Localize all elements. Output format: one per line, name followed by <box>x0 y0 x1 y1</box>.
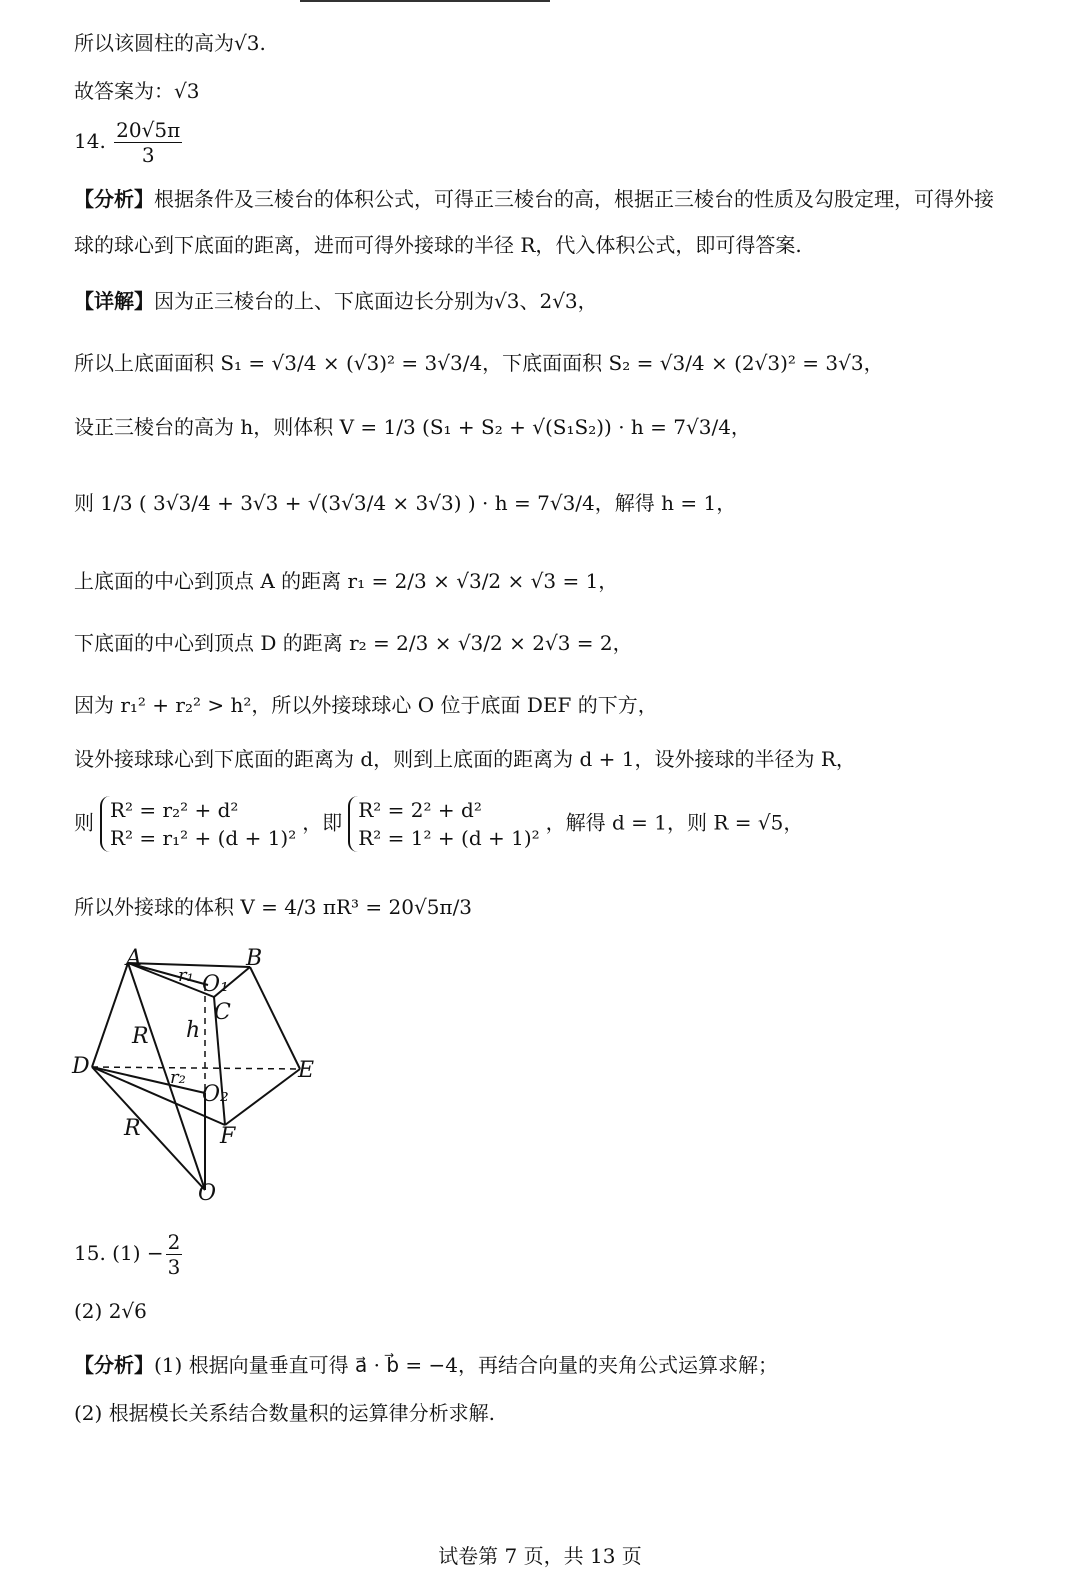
question-15-part-2: (2) 2√6 <box>74 1299 147 1323</box>
question-number: 15. <box>74 1241 106 1265</box>
line-cylinder-height: 所以该圆柱的高为√3. <box>74 31 266 55</box>
sphere-volume-line: 所以外接球的体积 V = 4/3 πR³ = 20√5π/3 <box>74 895 473 919</box>
analysis-14-line-1 <box>74 186 994 212</box>
part-1-prefix: (1) − <box>112 1241 164 1265</box>
fraction-denominator: 3 <box>167 1255 181 1279</box>
equation-system-1 <box>100 796 296 852</box>
label-f: F <box>220 1124 236 1149</box>
label-o1: O₁ <box>202 972 229 997</box>
label-r1: r₁ <box>178 965 194 986</box>
top-rule <box>300 0 550 2</box>
segment-d-o2 <box>92 1067 205 1093</box>
analysis-15-line-2: (2) 根据模长关系结合数量积的运算律分析求解. <box>74 1401 496 1425</box>
system-1-eq-a: R² = r₂² + d² <box>110 798 239 822</box>
analysis-tag: 【分析】 <box>74 187 154 211</box>
r2-line: 下底面的中心到顶点 D 的距离 r₂ = 2/3 × √3/2 × 2√3 = 2， <box>74 631 633 655</box>
label-r-upper: R <box>132 1024 149 1049</box>
label-o: O <box>198 1181 217 1206</box>
label-a: A <box>126 946 142 971</box>
r1-line: 上底面的中心到顶点 A 的距离 r₁ = 2/3 × √3/2 × √3 = 1， <box>74 569 619 593</box>
segment-d-o <box>92 1067 205 1190</box>
label-r2: r₂ <box>170 1067 186 1088</box>
label-r-lower: R <box>124 1116 141 1141</box>
system-suffix: ，解得 d = 1，则 R = √5， <box>545 810 804 835</box>
volume-formula-line: 设正三棱台的高为 h，则体积 V = 1/3 (S₁ + S₂ + √(S₁S₂)) · h = 7√3/4， <box>74 415 751 439</box>
system-mid: ，即 <box>302 810 343 835</box>
equation-system-line <box>74 796 803 852</box>
label-c: C <box>214 1000 231 1025</box>
fraction-denominator: 3 <box>141 143 155 167</box>
label-h: h <box>186 1018 201 1043</box>
detail-tag: 【详解】 <box>74 289 154 313</box>
edge-be <box>250 967 300 1069</box>
label-o2: O₂ <box>202 1082 229 1107</box>
detail-14-line-1 <box>74 288 598 314</box>
question-14-answer <box>74 118 184 167</box>
distance-d-line: 设外接球球心到下底面的距离为 d，则到上底面的距离为 d + 1，设外接球的半径为 R， <box>74 747 856 771</box>
question-number: 14. <box>74 129 106 153</box>
edge-ef <box>225 1069 300 1125</box>
edge-ad <box>92 963 128 1067</box>
line-answer-13: 故答案为：√3 <box>74 79 200 103</box>
detail-text: 因为正三棱台的上、下底面边长分别为√3、2√3， <box>154 289 598 313</box>
answer-fraction <box>114 118 182 167</box>
hidden-edge-de <box>92 1067 300 1069</box>
area-formula-line: 所以上底面面积 S₁ = √3/4 × (√3)² = 3√3/4，下底面面积 S₂ = √3/4 × (2√3)² = 3√3， <box>74 351 884 375</box>
label-b: B <box>246 946 263 971</box>
fraction-numerator: 20√5π <box>116 118 181 142</box>
analysis-text: (1) 根据向量垂直可得 a⃗ · b⃗ = −4，再结合向量的夹角公式运算求解； <box>154 1353 779 1377</box>
analysis-14-line-2: 球的球心到下底面的距离，进而可得外接球的半径 R，代入体积公式，即可得答案. <box>74 233 802 257</box>
system-prefix: 则 <box>74 810 94 835</box>
system-2-eq-a: R² = 2² + d² <box>358 798 482 822</box>
part-1-fraction <box>166 1230 183 1279</box>
segment-a-o <box>128 963 205 1190</box>
label-e: E <box>298 1058 315 1083</box>
analysis-15-line-1 <box>74 1352 778 1378</box>
fraction-numerator: 2 <box>167 1230 181 1254</box>
analysis-tag: 【分析】 <box>74 1353 154 1377</box>
label-d: D <box>72 1054 90 1079</box>
system-1-eq-b: R² = r₁² + (d + 1)² <box>110 826 297 850</box>
system-2-eq-b: R² = 1² + (d + 1)² <box>358 826 540 850</box>
center-position-line: 因为 r₁² + r₂² > h²，所以外接球球心 O 位于底面 DEF 的下方， <box>74 693 658 717</box>
equation-system-2 <box>348 796 539 852</box>
analysis-text: 根据条件及三棱台的体积公式，可得正三棱台的高，根据正三棱台的性质及勾股定理，可得外接 <box>154 187 994 211</box>
solve-height-line: 则 1/3 ( 3√3/4 + 3√3 + √(3√3/4 × 3√3) ) · h = 7√3/4，解得 h = 1， <box>74 491 737 515</box>
frustum-figure <box>70 945 350 1215</box>
question-15-part-1 <box>74 1230 184 1279</box>
page-footer: 试卷第 7 页，共 13 页 <box>438 1544 642 1568</box>
